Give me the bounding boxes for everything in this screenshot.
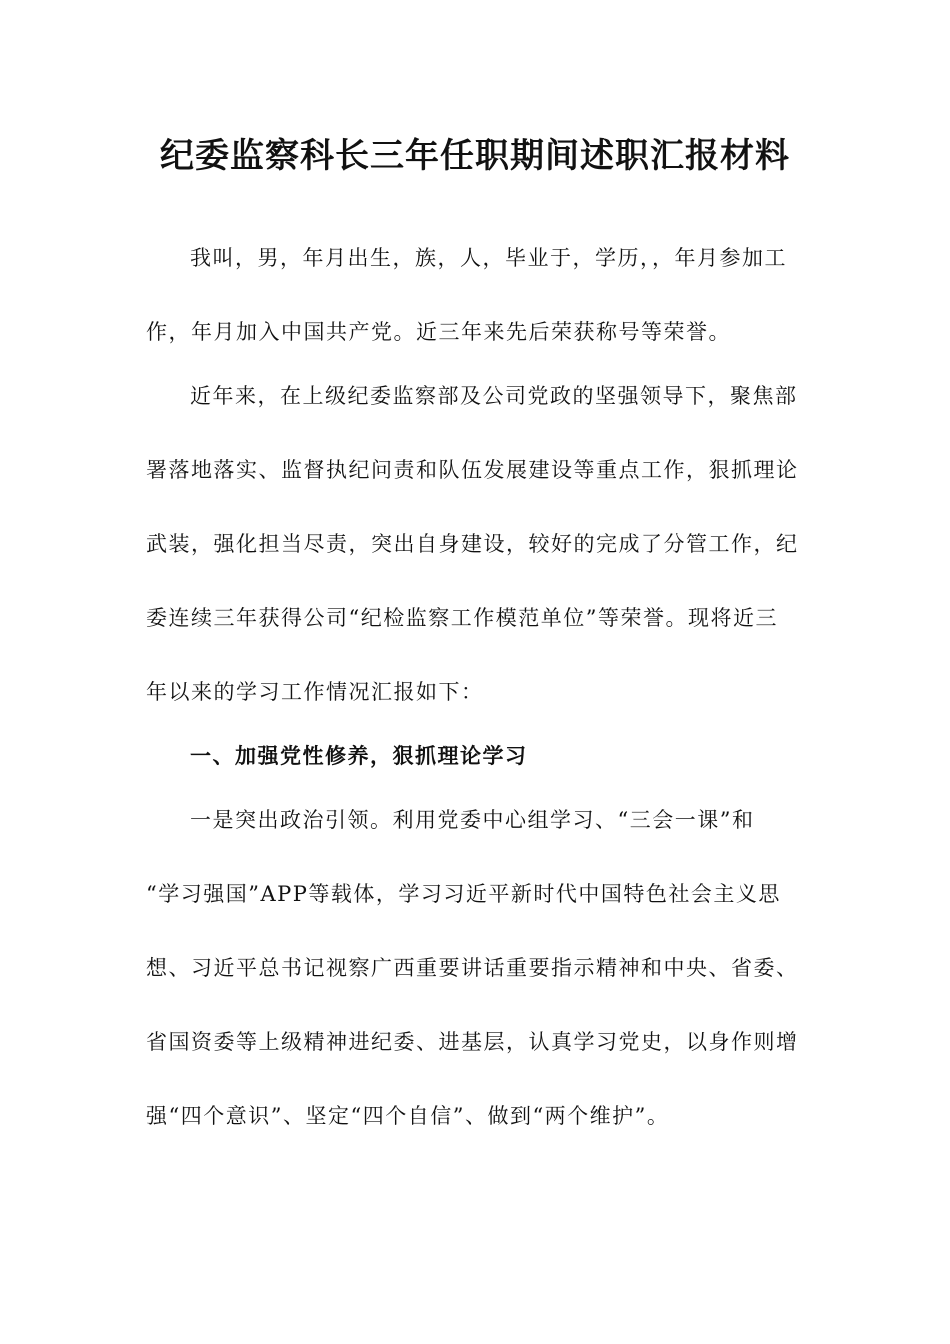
paragraph-2-line-3: 武装，强化担当尽责，突出自身建设，较好的完成了分管工作，纪	[146, 532, 799, 556]
paragraph-2-line-4: 委连续三年获得公司“纪检监察工作模范单位”等荣誉。现将近三	[146, 606, 778, 630]
paragraph-2-line-5: 年以来的学习工作情况汇报如下：	[146, 680, 484, 704]
paragraph-3-line-5: 强“四个意识”、坚定“四个自信”、做到“两个维护”。	[146, 1104, 670, 1128]
paragraph-3-line-1: 一是突出政治引领。利用党委中心组学习、“三会一课”和	[190, 808, 755, 832]
paragraph-1-line-2: 作，年月加入中国共产党。近三年来先后荣获称号等荣誉。	[146, 320, 731, 344]
paragraph-3-line-4: 省国资委等上级精神进纪委、进基层，认真学习党史，以身作则增	[146, 1030, 799, 1054]
paragraph-2-line-2: 署落地落实、监督执纪问责和队伍发展建设等重点工作，狠抓理论	[146, 458, 799, 482]
paragraph-2-line-1: 近年来，在上级纪委监察部及公司党政的坚强领导下，聚焦部	[190, 384, 798, 408]
paragraph-3-line-2: “学习强国”APP等载体，学习习近平新时代中国特色社会主义思	[146, 882, 781, 906]
paragraph-1-line-1: 我叫，男，年月出生，族，人，毕业于，学历，，年月参加工	[190, 246, 787, 270]
section-heading-1: 一、加强党性修养，狠抓理论学习	[190, 744, 528, 768]
paragraph-3-line-3: 想、习近平总书记视察广西重要讲话重要指示精神和中央、省委、	[146, 956, 799, 980]
document-title: 纪委监察科长三年任职期间述职汇报材料	[160, 136, 790, 176]
